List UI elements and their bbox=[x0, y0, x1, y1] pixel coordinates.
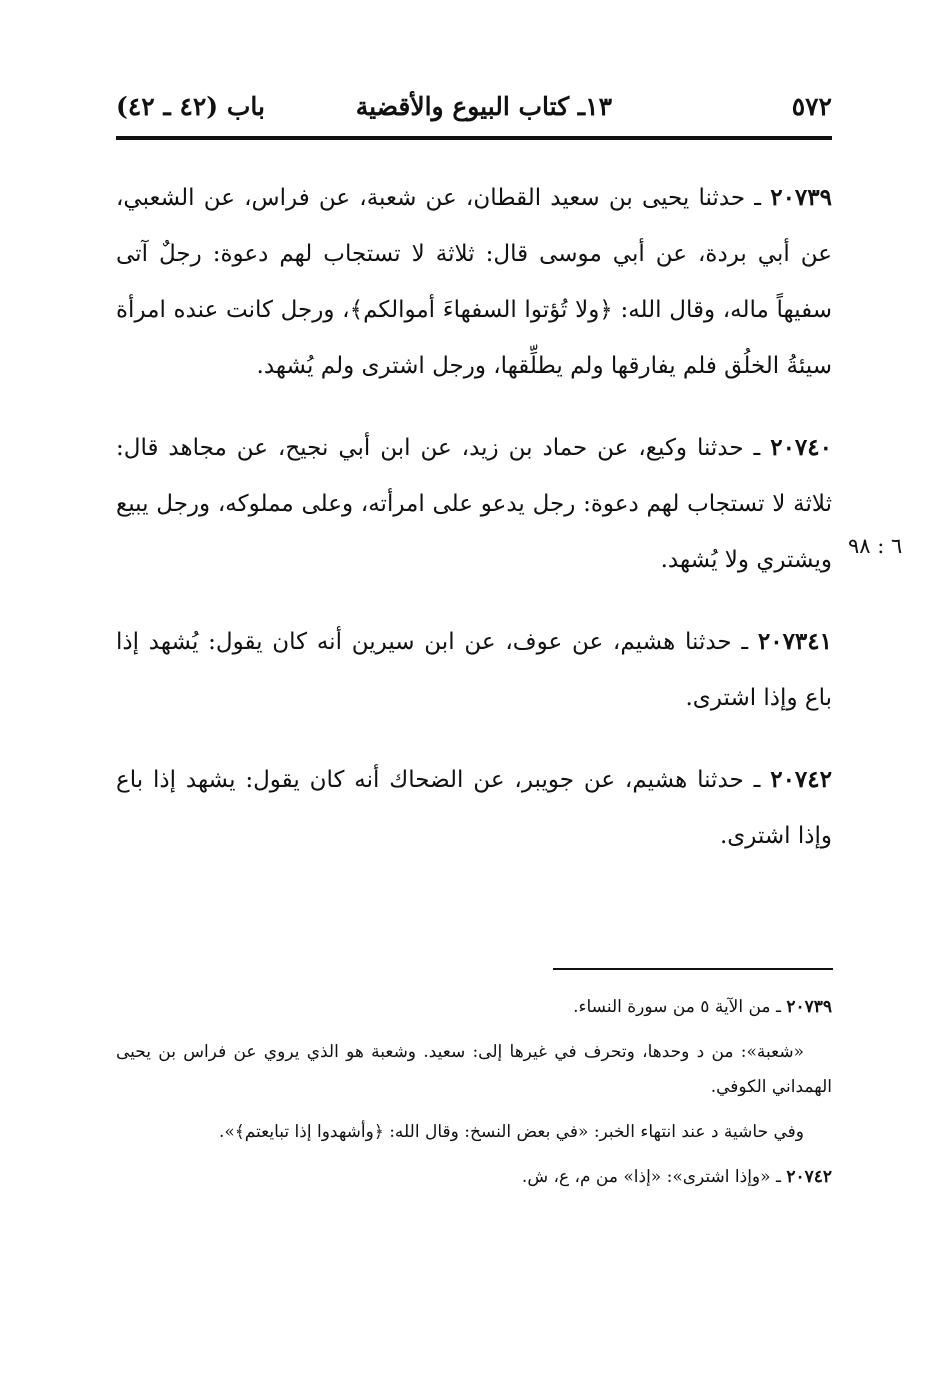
main-text bbox=[116, 170, 832, 890]
footnote-separator bbox=[553, 968, 833, 970]
hadith-number: ٢٠٧٤٢ bbox=[770, 766, 832, 793]
book-title: ١٣ـ كتاب البيوع والأقضية bbox=[355, 92, 612, 121]
hadith-20741 bbox=[116, 614, 832, 726]
footnote bbox=[116, 990, 832, 1025]
hadith-20742 bbox=[116, 752, 832, 864]
hadith-text: ـ حدثنا وكيع، عن حماد بن زيد، عن ابن أبي نجيح، عن مجاهد قال: ثلاثة لا تستجاب لهم دعوة: رجل يدعو على امرأته، وعلى مملوكه، ورجل يبيع ويشتري ولا يُشهد. bbox=[116, 435, 832, 573]
hadith-20739 bbox=[116, 170, 832, 394]
footnote-text: ـ من الآية ٥ من سورة النساء. bbox=[573, 997, 787, 1017]
hadith-number: ٢٠٧٣٤١ bbox=[757, 628, 832, 655]
footnote bbox=[116, 1115, 832, 1150]
page-header bbox=[116, 86, 832, 130]
footnote-number: ٢٠٧٤٢ bbox=[786, 1167, 832, 1187]
page-number: ٥٧٢ bbox=[791, 92, 832, 121]
footnote-number: ٢٠٧٣٩ bbox=[786, 997, 832, 1017]
hadith-number: ٢٠٧٣٩ bbox=[770, 184, 832, 211]
margin-reference: ٦ : ٩٨ bbox=[848, 534, 903, 558]
hadith-text: ـ حدثنا هشيم، عن جويبر، عن الضحاك أنه كان يقول: يشهد إذا باع وإذا اشترى. bbox=[116, 767, 832, 849]
footnote bbox=[116, 1160, 832, 1195]
footnotes bbox=[116, 990, 832, 1205]
footnote-text: «شعبة»: من د وحدها، وتحرف في غيرها إلى: سعيد. وشعبة هو الذي يروي عن فراس بن يحيى الهمداني الكوفي. bbox=[116, 1042, 832, 1097]
header-rule bbox=[116, 136, 832, 140]
hadith-text: ـ حدثنا هشيم، عن عوف، عن ابن سيرين أنه كان يقول: يُشهد إذا باع وإذا اشترى. bbox=[116, 629, 832, 711]
footnote-text: وفي حاشية د عند انتهاء الخبر: «في بعض النسخ: وقال الله: ﴿وأشهدوا إذا تبايعتم﴾». bbox=[218, 1122, 804, 1142]
hadith-number: ٢٠٧٤٠ bbox=[770, 434, 832, 461]
chapter-title: باب (٤٢ ـ ٤٢) bbox=[116, 92, 265, 121]
footnote bbox=[116, 1035, 832, 1105]
footnote-text: ـ «وإذا اشترى»: «إذا» من م، ع، ش. bbox=[521, 1167, 787, 1187]
hadith-text: ـ حدثنا يحيى بن سعيد القطان، عن شعبة، عن فراس، عن الشعبي، عن أبي بردة، عن أبي موسى قال: ثلاثة لا تستجاب لهم دعوة: رجلٌ آتى سفيهاً ماله، وقال الله: ﴿ولا تُؤتوا السفهاءَ أموالكم﴾، ورجل كانت عنده امرأة سيئةُ الخلُق فلم يفارقها ولم يطلِّقها، ورجل اشترى ولم يُشهد. bbox=[116, 185, 832, 379]
hadith-20740 bbox=[116, 420, 832, 588]
